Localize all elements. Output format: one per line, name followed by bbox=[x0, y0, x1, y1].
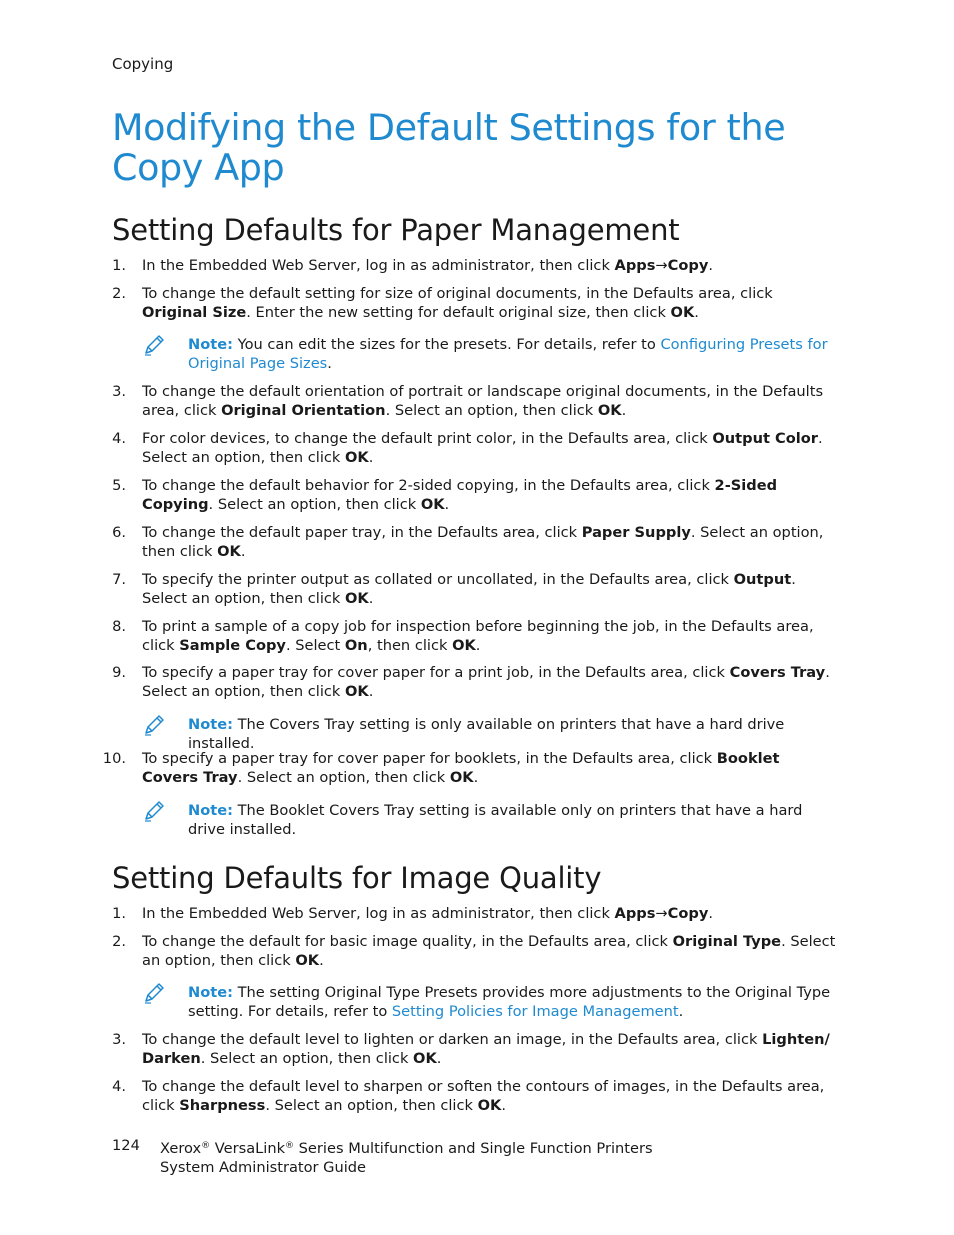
section-heading-image-quality: Setting Defaults for Image Quality bbox=[112, 861, 602, 895]
list-item: 2. To change the default for basic image quality, in the Defaults area, click Original Type. Select an option, then click OK. bbox=[112, 933, 836, 969]
note: Note: You can edit the sizes for the presets. For details, refer to Configuring Presets for Original Page Sizes. bbox=[140, 335, 840, 373]
list-item: 3. To change the default level to lighten or darken an image, in the Defaults area, click Lighten/ Darken. Select an option, then click OK. bbox=[112, 1031, 830, 1067]
note: Note: The Booklet Covers Tray setting is available only on printers that have a hard drive installed. bbox=[140, 801, 840, 839]
section-heading-paper-management: Setting Defaults for Paper Management bbox=[112, 213, 680, 247]
pencil-icon bbox=[142, 333, 166, 357]
list-item: 9. To specify a paper tray for cover paper for a print job, in the Defaults area, click Covers Tray. Select an option, then click OK. bbox=[112, 664, 830, 700]
list-item: 10. To specify a paper tray for cover paper for booklets, in the Defaults area, click Booklet Covers Tray. Select an option, then click OK. bbox=[102, 750, 780, 786]
running-header: Copying bbox=[112, 55, 174, 73]
list-item: 3. To change the default orientation of portrait or landscape original documents, in the Defaults area, click Original Orientation. Select an option, then click OK. bbox=[112, 383, 824, 419]
page-number: 124 bbox=[112, 1137, 140, 1154]
list-item: 4. For color devices, to change the default print color, in the Defaults area, click Output Color. Select an option, then click OK. bbox=[112, 430, 823, 466]
page-title: Modifying the Default Settings for the Copy App bbox=[112, 106, 786, 189]
pencil-icon bbox=[142, 799, 166, 823]
note: Note: The Covers Tray setting is only available on printers that have a hard drive installed. bbox=[140, 715, 840, 753]
link-configuring-presets[interactable]: Configuring Presets for Original Page Sizes bbox=[188, 336, 828, 372]
note: Note: The setting Original Type Presets provides more adjustments to the Original Type setting. For details, refer to Setting Policies for Image Management. bbox=[140, 983, 840, 1021]
list-item: 7. To specify the printer output as collated or uncollated, in the Defaults area, click Output. Select an option, then click OK. bbox=[112, 571, 796, 607]
list-item: 5. To change the default behavior for 2-sided copying, in the Defaults area, click 2-Sided Copying. Select an option, then click OK. bbox=[112, 477, 778, 513]
pencil-icon bbox=[142, 713, 166, 737]
footer-title: Xerox® VersaLink® Series Multifunction and Single Function Printers System Administrator Guide bbox=[160, 1140, 653, 1176]
list-item: 1. In the Embedded Web Server, log in as administrator, then click Apps→Copy. bbox=[112, 257, 713, 274]
list-item: 2. To change the default setting for size of original documents, in the Defaults area, click Original Size. Enter the new setting for default original size, then click OK. bbox=[112, 285, 773, 321]
list-item: 1. In the Embedded Web Server, log in as administrator, then click Apps→Copy. bbox=[112, 905, 713, 922]
link-setting-policies[interactable]: Setting Policies for Image Management bbox=[391, 1003, 679, 1020]
list-item: 8. To print a sample of a copy job for inspection before beginning the job, in the Defaults area, click Sample Copy. Select On, then click OK. bbox=[112, 618, 814, 654]
pencil-icon bbox=[142, 981, 166, 1005]
list-item: 6. To change the default paper tray, in the Defaults area, click Paper Supply. Select an option, then click OK. bbox=[112, 524, 824, 560]
list-item: 4. To change the default level to sharpen or soften the contours of images, in the Defaults area, click Sharpness. Select an option, then click OK. bbox=[112, 1078, 825, 1114]
